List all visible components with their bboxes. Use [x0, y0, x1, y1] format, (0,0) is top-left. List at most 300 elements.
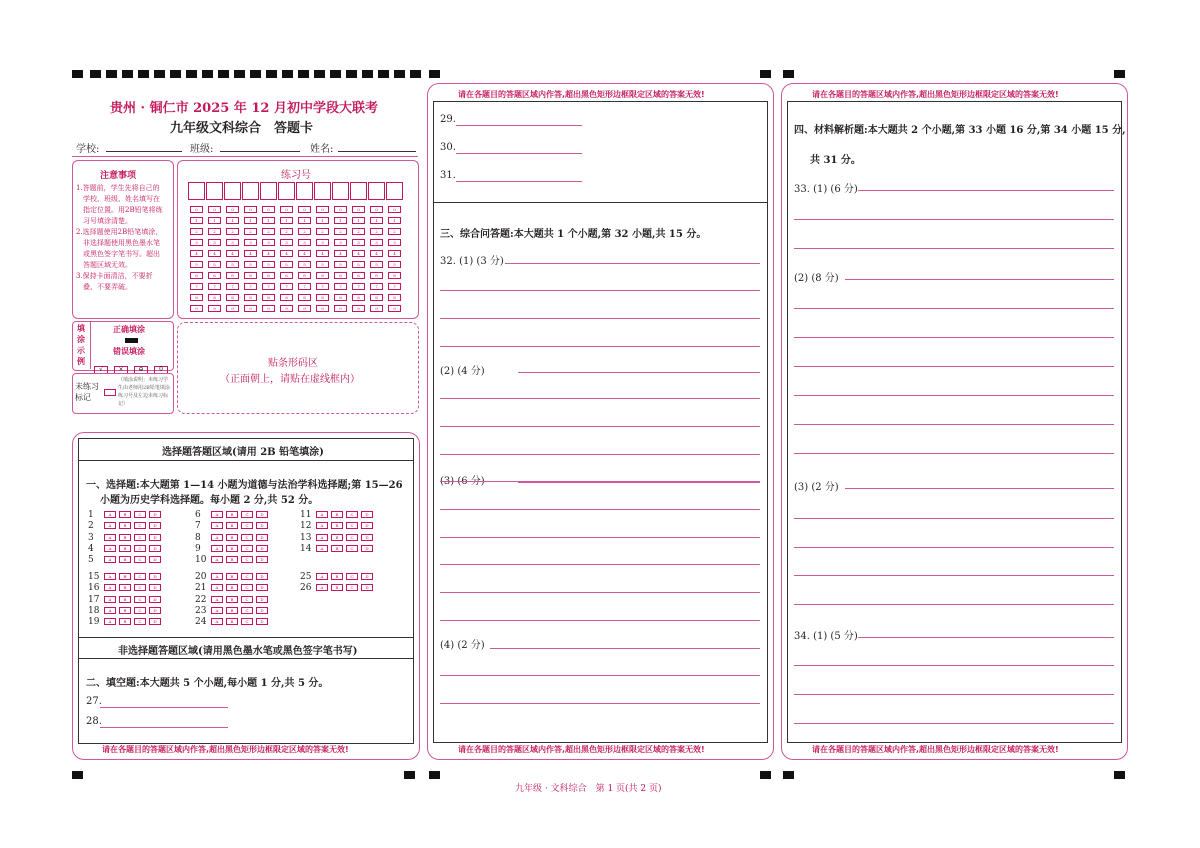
id-digit-bubble[interactable]: 3: [244, 239, 257, 246]
option-bubble[interactable]: D: [149, 556, 161, 563]
id-digit-bubble[interactable]: 9: [244, 305, 257, 312]
id-digit-bubble[interactable]: 1: [352, 217, 365, 224]
option-bubble[interactable]: A: [211, 618, 223, 625]
option-bubble[interactable]: B: [119, 607, 131, 614]
id-digit-bubble[interactable]: 4: [370, 250, 383, 257]
id-digit-bubble[interactable]: 4: [316, 250, 329, 257]
option-bubble[interactable]: C: [134, 556, 146, 563]
q27-answer-line[interactable]: [100, 707, 228, 708]
option-bubble[interactable]: B: [331, 534, 343, 541]
warning-panel2-bottom: 请在各题目的答题区域内作答,超出黑色矩形边框限定区域的答案无效!: [458, 745, 705, 754]
id-digit-bubble[interactable]: 4: [244, 250, 257, 257]
answer-line[interactable]: [505, 263, 760, 264]
option-bubble[interactable]: C: [241, 607, 253, 614]
id-entry-cell[interactable]: [224, 182, 241, 200]
option-bubble[interactable]: B: [226, 573, 238, 580]
option-bubble[interactable]: B: [331, 522, 343, 529]
id-digit-bubble[interactable]: 6: [244, 272, 257, 279]
class-field[interactable]: [220, 151, 300, 152]
option-bubble[interactable]: B: [119, 596, 131, 603]
question-number: 2: [88, 521, 94, 532]
option-bubble[interactable]: C: [346, 511, 358, 518]
id-digit-bubble[interactable]: 8: [334, 294, 347, 301]
option-bubble[interactable]: C: [241, 534, 253, 541]
id-digit-bubble[interactable]: 7: [334, 283, 347, 290]
id-digit-bubble[interactable]: 3: [298, 239, 311, 246]
id-digit-bubble[interactable]: 0: [208, 206, 221, 213]
id-digit-bubble[interactable]: 6: [226, 272, 239, 279]
option-bubble[interactable]: D: [361, 534, 373, 541]
id-digit-bubble[interactable]: 2: [316, 228, 329, 235]
option-bubble[interactable]: A: [104, 534, 116, 541]
id-digit-bubble[interactable]: 2: [226, 228, 239, 235]
id-digit-bubble[interactable]: 4: [280, 250, 293, 257]
id-digit-bubble[interactable]: 7: [352, 283, 365, 290]
id-entry-cell[interactable]: [278, 182, 295, 200]
id-digit-bubble[interactable]: 3: [280, 239, 293, 246]
option-bubble[interactable]: B: [119, 522, 131, 529]
id-entry-cell[interactable]: [242, 182, 259, 200]
id-digit-bubble[interactable]: 2: [190, 228, 203, 235]
option-bubble[interactable]: D: [149, 596, 161, 603]
answer-line[interactable]: [518, 482, 760, 483]
option-bubble[interactable]: B: [226, 618, 238, 625]
id-digit-bubble[interactable]: 2: [280, 228, 293, 235]
option-bubble[interactable]: B: [226, 511, 238, 518]
option-bubble[interactable]: C: [134, 522, 146, 529]
option-bubble[interactable]: D: [149, 584, 161, 591]
option-bubble[interactable]: B: [119, 511, 131, 518]
id-digit-bubble[interactable]: 0: [370, 206, 383, 213]
option-bubble[interactable]: B: [119, 573, 131, 580]
answer-line[interactable]: [440, 703, 760, 704]
option-bubble[interactable]: C: [346, 584, 358, 591]
option-bubble[interactable]: A: [211, 511, 223, 518]
id-entry-cell[interactable]: [332, 182, 349, 200]
option-bubble[interactable]: D: [149, 573, 161, 580]
id-digit-bubble[interactable]: 6: [262, 272, 275, 279]
option-bubble[interactable]: C: [346, 534, 358, 541]
option-bubble[interactable]: A: [316, 511, 328, 518]
answer-line[interactable]: [794, 453, 1114, 454]
option-bubble[interactable]: D: [256, 545, 268, 552]
id-digit-bubble[interactable]: 0: [352, 206, 365, 213]
answer-line[interactable]: [440, 537, 760, 538]
option-bubble[interactable]: A: [316, 545, 328, 552]
id-digit-bubble[interactable]: 9: [280, 305, 293, 312]
id-digit-bubble[interactable]: 2: [334, 228, 347, 235]
option-bubble[interactable]: C: [241, 511, 253, 518]
option-bubble[interactable]: D: [361, 511, 373, 518]
question-number: 21: [195, 583, 207, 594]
id-digit-bubble[interactable]: 5: [190, 261, 203, 268]
id-entry-cell[interactable]: [188, 182, 205, 200]
id-digit-bubble[interactable]: 5: [334, 261, 347, 268]
id-digit-bubble[interactable]: 5: [262, 261, 275, 268]
answer-line[interactable]: [440, 398, 760, 399]
answer-line[interactable]: [794, 723, 1114, 724]
id-digit-bubble[interactable]: 7: [244, 283, 257, 290]
question-number: 22: [195, 594, 207, 605]
option-bubble[interactable]: D: [149, 618, 161, 625]
option-bubble[interactable]: A: [211, 607, 223, 614]
id-digit-bubble[interactable]: 0: [226, 206, 239, 213]
q31-answer-line[interactable]: [456, 181, 582, 182]
answer-line[interactable]: [440, 509, 760, 510]
answer-line[interactable]: [794, 518, 1114, 519]
timing-mark: [170, 70, 181, 78]
name-field[interactable]: [338, 151, 416, 152]
id-entry-cell[interactable]: [260, 182, 277, 200]
id-digit-bubble[interactable]: 9: [208, 305, 221, 312]
option-bubble[interactable]: D: [256, 573, 268, 580]
answer-line[interactable]: [794, 694, 1114, 695]
id-digit-bubble[interactable]: 3: [226, 239, 239, 246]
id-digit-bubble[interactable]: 5: [280, 261, 293, 268]
option-bubble[interactable]: B: [226, 584, 238, 591]
id-digit-bubble[interactable]: 9: [316, 305, 329, 312]
id-digit-bubble[interactable]: 3: [352, 239, 365, 246]
id-digit-bubble[interactable]: 4: [334, 250, 347, 257]
option-bubble[interactable]: C: [346, 573, 358, 580]
school-field[interactable]: [106, 151, 182, 152]
option-bubble[interactable]: D: [149, 522, 161, 529]
option-bubble[interactable]: D: [361, 573, 373, 580]
id-digit-bubble[interactable]: 6: [316, 272, 329, 279]
id-digit-bubble[interactable]: 9: [262, 305, 275, 312]
id-digit-bubble[interactable]: 4: [226, 250, 239, 257]
id-digit-bubble[interactable]: 8: [370, 294, 383, 301]
option-bubble[interactable]: A: [104, 522, 116, 529]
option-bubble[interactable]: A: [211, 534, 223, 541]
id-digit-bubble[interactable]: 6: [208, 272, 221, 279]
option-bubble[interactable]: D: [361, 522, 373, 529]
q29-answer-line[interactable]: [456, 125, 582, 126]
answer-line[interactable]: [794, 219, 1114, 220]
option-bubble[interactable]: B: [226, 556, 238, 563]
id-digit-bubble[interactable]: 6: [388, 272, 401, 279]
id-digit-bubble[interactable]: 8: [190, 294, 203, 301]
option-bubble[interactable]: D: [361, 584, 373, 591]
answer-line[interactable]: [794, 337, 1114, 338]
option-bubble[interactable]: D: [149, 534, 161, 541]
id-digit-bubble[interactable]: 2: [352, 228, 365, 235]
id-digit-bubble[interactable]: 2: [208, 228, 221, 235]
id-digit-bubble[interactable]: 2: [298, 228, 311, 235]
option-bubble[interactable]: B: [119, 534, 131, 541]
answer-line[interactable]: [794, 604, 1114, 605]
id-digit-bubble[interactable]: 0: [316, 206, 329, 213]
option-bubble[interactable]: B: [331, 573, 343, 580]
choice-instruction-1: 一、选择题:本大题第 1—14 小题为道德与法治学科选择题;第 15—26: [86, 480, 403, 491]
id-digit-bubble[interactable]: 3: [334, 239, 347, 246]
id-digit-bubble[interactable]: 7: [370, 283, 383, 290]
option-bubble[interactable]: D: [149, 511, 161, 518]
id-digit-bubble[interactable]: 1: [208, 217, 221, 224]
option-bubble[interactable]: A: [211, 584, 223, 591]
id-digit-bubble[interactable]: 3: [208, 239, 221, 246]
option-bubble[interactable]: A: [104, 618, 116, 625]
option-bubble[interactable]: D: [256, 596, 268, 603]
answer-line[interactable]: [794, 366, 1114, 367]
option-bubble[interactable]: D: [149, 545, 161, 552]
option-bubble[interactable]: C: [134, 584, 146, 591]
answer-line[interactable]: [440, 620, 760, 621]
id-digit-bubble[interactable]: 2: [244, 228, 257, 235]
option-bubble[interactable]: B: [119, 618, 131, 625]
id-digit-bubble[interactable]: 6: [370, 272, 383, 279]
answer-line[interactable]: [440, 564, 760, 565]
answer-line[interactable]: [794, 575, 1114, 576]
id-digit-bubble[interactable]: 7: [262, 283, 275, 290]
option-bubble[interactable]: C: [134, 607, 146, 614]
option-bubble[interactable]: B: [331, 545, 343, 552]
id-digit-bubble[interactable]: 0: [190, 206, 203, 213]
id-digit-bubble[interactable]: 6: [298, 272, 311, 279]
option-bubble[interactable]: C: [241, 573, 253, 580]
id-digit-bubble[interactable]: 7: [190, 283, 203, 290]
answer-line[interactable]: [794, 248, 1114, 249]
id-digit-bubble[interactable]: 8: [298, 294, 311, 301]
option-bubble[interactable]: C: [134, 618, 146, 625]
option-bubble[interactable]: A: [104, 584, 116, 591]
id-digit-bubble[interactable]: 1: [244, 217, 257, 224]
option-bubble[interactable]: D: [361, 545, 373, 552]
timing-mark: [298, 70, 309, 78]
option-bubble[interactable]: D: [256, 618, 268, 625]
option-bubble[interactable]: D: [256, 607, 268, 614]
id-digit-bubble[interactable]: 7: [388, 283, 401, 290]
option-bubble[interactable]: D: [256, 522, 268, 529]
id-digit-bubble[interactable]: 6: [334, 272, 347, 279]
id-digit-bubble[interactable]: 5: [298, 261, 311, 268]
option-bubble[interactable]: A: [316, 584, 328, 591]
option-bubble[interactable]: C: [346, 545, 358, 552]
answer-line[interactable]: [490, 648, 760, 649]
id-digit-bubble[interactable]: 1: [280, 217, 293, 224]
id-digit-bubble[interactable]: 8: [226, 294, 239, 301]
id-digit-bubble[interactable]: 3: [262, 239, 275, 246]
option-bubble[interactable]: B: [226, 534, 238, 541]
option-bubble[interactable]: C: [241, 584, 253, 591]
id-digit-bubble[interactable]: 5: [388, 261, 401, 268]
q34-1-label: 34. (1) (5 分): [794, 631, 858, 642]
id-digit-bubble[interactable]: 5: [352, 261, 365, 268]
id-digit-bubble[interactable]: 7: [226, 283, 239, 290]
answer-line[interactable]: [440, 454, 760, 455]
option-bubble[interactable]: B: [226, 545, 238, 552]
id-digit-bubble[interactable]: 4: [190, 250, 203, 257]
id-digit-bubble[interactable]: 1: [226, 217, 239, 224]
id-digit-bubble[interactable]: 9: [352, 305, 365, 312]
option-bubble[interactable]: B: [331, 584, 343, 591]
id-digit-bubble[interactable]: 3: [190, 239, 203, 246]
option-bubble[interactable]: A: [316, 573, 328, 580]
option-bubble[interactable]: B: [119, 584, 131, 591]
answer-line[interactable]: [794, 424, 1114, 425]
q32-1-label: 32. (1) (3 分): [440, 256, 504, 267]
id-digit-bubble[interactable]: 5: [316, 261, 329, 268]
id-digit-bubble[interactable]: 4: [352, 250, 365, 257]
answer-line[interactable]: [794, 665, 1114, 666]
id-digit-bubble[interactable]: 1: [316, 217, 329, 224]
option-bubble[interactable]: D: [256, 584, 268, 591]
option-bubble[interactable]: A: [211, 596, 223, 603]
id-digit-bubble[interactable]: 8: [244, 294, 257, 301]
id-digit-bubble[interactable]: 1: [190, 217, 203, 224]
id-digit-bubble[interactable]: 2: [388, 228, 401, 235]
option-bubble[interactable]: B: [119, 545, 131, 552]
id-digit-bubble[interactable]: 4: [388, 250, 401, 257]
id-digit-bubble[interactable]: 0: [388, 206, 401, 213]
option-bubble[interactable]: B: [226, 522, 238, 529]
timing-mark: [394, 70, 405, 78]
option-bubble[interactable]: C: [346, 522, 358, 529]
option-bubble[interactable]: A: [104, 545, 116, 552]
answer-line[interactable]: [440, 675, 760, 676]
answer-line[interactable]: [440, 426, 760, 427]
id-digit-bubble[interactable]: 9: [334, 305, 347, 312]
missing-checkbox[interactable]: [104, 389, 116, 396]
id-digit-bubble[interactable]: 1: [262, 217, 275, 224]
answer-line[interactable]: [518, 372, 760, 373]
answer-line[interactable]: [845, 488, 1114, 489]
id-digit-bubble[interactable]: 8: [262, 294, 275, 301]
option-bubble[interactable]: A: [316, 522, 328, 529]
id-digit-bubble[interactable]: 1: [334, 217, 347, 224]
id-digit-bubble[interactable]: 9: [298, 305, 311, 312]
answer-line[interactable]: [858, 637, 1114, 638]
id-digit-bubble[interactable]: 7: [316, 283, 329, 290]
question-number: 15: [88, 572, 100, 582]
id-digit-bubble[interactable]: 2: [262, 228, 275, 235]
id-digit-bubble[interactable]: 7: [280, 283, 293, 290]
option-bubble[interactable]: C: [134, 534, 146, 541]
option-bubble[interactable]: A: [104, 556, 116, 563]
id-entry-cell[interactable]: [350, 182, 367, 200]
id-digit-bubble[interactable]: 4: [298, 250, 311, 257]
option-bubble[interactable]: A: [211, 545, 223, 552]
option-bubble[interactable]: C: [134, 511, 146, 518]
id-entry-cell[interactable]: [314, 182, 331, 200]
choice-question-row: [300, 583, 376, 593]
timing-mark: [760, 70, 771, 78]
answer-line[interactable]: [845, 279, 1114, 280]
id-digit-bubble[interactable]: 5: [244, 261, 257, 268]
choice-question-row: [195, 533, 271, 543]
id-digit-bubble[interactable]: 5: [226, 261, 239, 268]
option-bubble[interactable]: B: [226, 596, 238, 603]
answer-line[interactable]: [794, 547, 1114, 548]
id-digit-bubble[interactable]: 8: [388, 294, 401, 301]
question-number: 18: [88, 605, 100, 616]
q30-answer-line[interactable]: [456, 153, 582, 154]
option-bubble[interactable]: A: [104, 511, 116, 518]
option-bubble[interactable]: A: [104, 573, 116, 580]
answer-line[interactable]: [440, 592, 760, 593]
option-bubble[interactable]: D: [256, 556, 268, 563]
id-digit-bubble[interactable]: 0: [334, 206, 347, 213]
option-bubble[interactable]: A: [211, 556, 223, 563]
choice-question-row: [88, 606, 164, 616]
id-digit-bubble[interactable]: 2: [370, 228, 383, 235]
option-bubble[interactable]: C: [241, 618, 253, 625]
answer-line[interactable]: [858, 190, 1114, 191]
id-digit-bubble[interactable]: 1: [388, 217, 401, 224]
answer-line[interactable]: [440, 318, 760, 319]
id-entry-cell[interactable]: [386, 182, 403, 200]
id-digit-bubble[interactable]: 9: [190, 305, 203, 312]
option-bubble[interactable]: C: [241, 596, 253, 603]
id-digit-bubble[interactable]: 0: [244, 206, 257, 213]
id-digit-bubble[interactable]: 6: [352, 272, 365, 279]
id-digit-bubble[interactable]: 6: [190, 272, 203, 279]
id-digit-bubble[interactable]: 0: [262, 206, 275, 213]
id-digit-bubble[interactable]: 8: [208, 294, 221, 301]
id-digit-bubble[interactable]: 6: [280, 272, 293, 279]
option-bubble[interactable]: C: [134, 596, 146, 603]
id-digit-bubble[interactable]: 3: [370, 239, 383, 246]
id-digit-bubble[interactable]: 1: [298, 217, 311, 224]
id-digit-bubble[interactable]: 9: [388, 305, 401, 312]
option-bubble[interactable]: A: [211, 522, 223, 529]
id-digit-bubble[interactable]: 4: [262, 250, 275, 257]
id-digit-bubble[interactable]: 5: [208, 261, 221, 268]
id-digit-bubble[interactable]: 9: [370, 305, 383, 312]
id-digit-bubble[interactable]: 8: [280, 294, 293, 301]
option-bubble[interactable]: D: [256, 511, 268, 518]
answer-line[interactable]: [794, 308, 1114, 309]
option-bubble[interactable]: D: [256, 534, 268, 541]
id-digit-bubble[interactable]: 0: [280, 206, 293, 213]
option-bubble[interactable]: A: [211, 573, 223, 580]
id-digit-bubble[interactable]: 7: [208, 283, 221, 290]
option-bubble[interactable]: C: [241, 556, 253, 563]
id-digit-bubble[interactable]: 3: [316, 239, 329, 246]
option-bubble[interactable]: B: [119, 556, 131, 563]
card-title: 九年级文科综合 答题卡: [170, 121, 314, 136]
option-bubble[interactable]: A: [104, 596, 116, 603]
option-bubble[interactable]: B: [331, 511, 343, 518]
id-digit-bubble[interactable]: 0: [298, 206, 311, 213]
id-digit-bubble[interactable]: 8: [316, 294, 329, 301]
id-digit-bubble[interactable]: 3: [388, 239, 401, 246]
id-digit-bubble[interactable]: 1: [370, 217, 383, 224]
id-digit-bubble[interactable]: 9: [226, 305, 239, 312]
q28-answer-line[interactable]: [100, 727, 228, 728]
school-label: 学校:: [76, 144, 100, 155]
id-digit-bubble[interactable]: 5: [370, 261, 383, 268]
answer-line[interactable]: [440, 290, 760, 291]
option-bubble[interactable]: C: [134, 573, 146, 580]
option-bubble[interactable]: A: [316, 534, 328, 541]
option-bubble[interactable]: C: [241, 545, 253, 552]
id-digit-bubble[interactable]: 8: [352, 294, 365, 301]
option-bubble[interactable]: B: [226, 607, 238, 614]
id-entry-cell[interactable]: [206, 182, 223, 200]
id-digit-bubble[interactable]: 7: [298, 283, 311, 290]
id-entry-cell[interactable]: [368, 182, 385, 200]
answer-line[interactable]: [794, 395, 1114, 396]
timing-mark: [783, 771, 794, 779]
option-bubble[interactable]: D: [149, 607, 161, 614]
id-digit-bubble[interactable]: 4: [208, 250, 221, 257]
option-bubble[interactable]: C: [134, 545, 146, 552]
option-bubble[interactable]: C: [241, 522, 253, 529]
option-bubble[interactable]: A: [104, 607, 116, 614]
id-entry-cell[interactable]: [296, 182, 313, 200]
answer-line[interactable]: [440, 346, 760, 347]
